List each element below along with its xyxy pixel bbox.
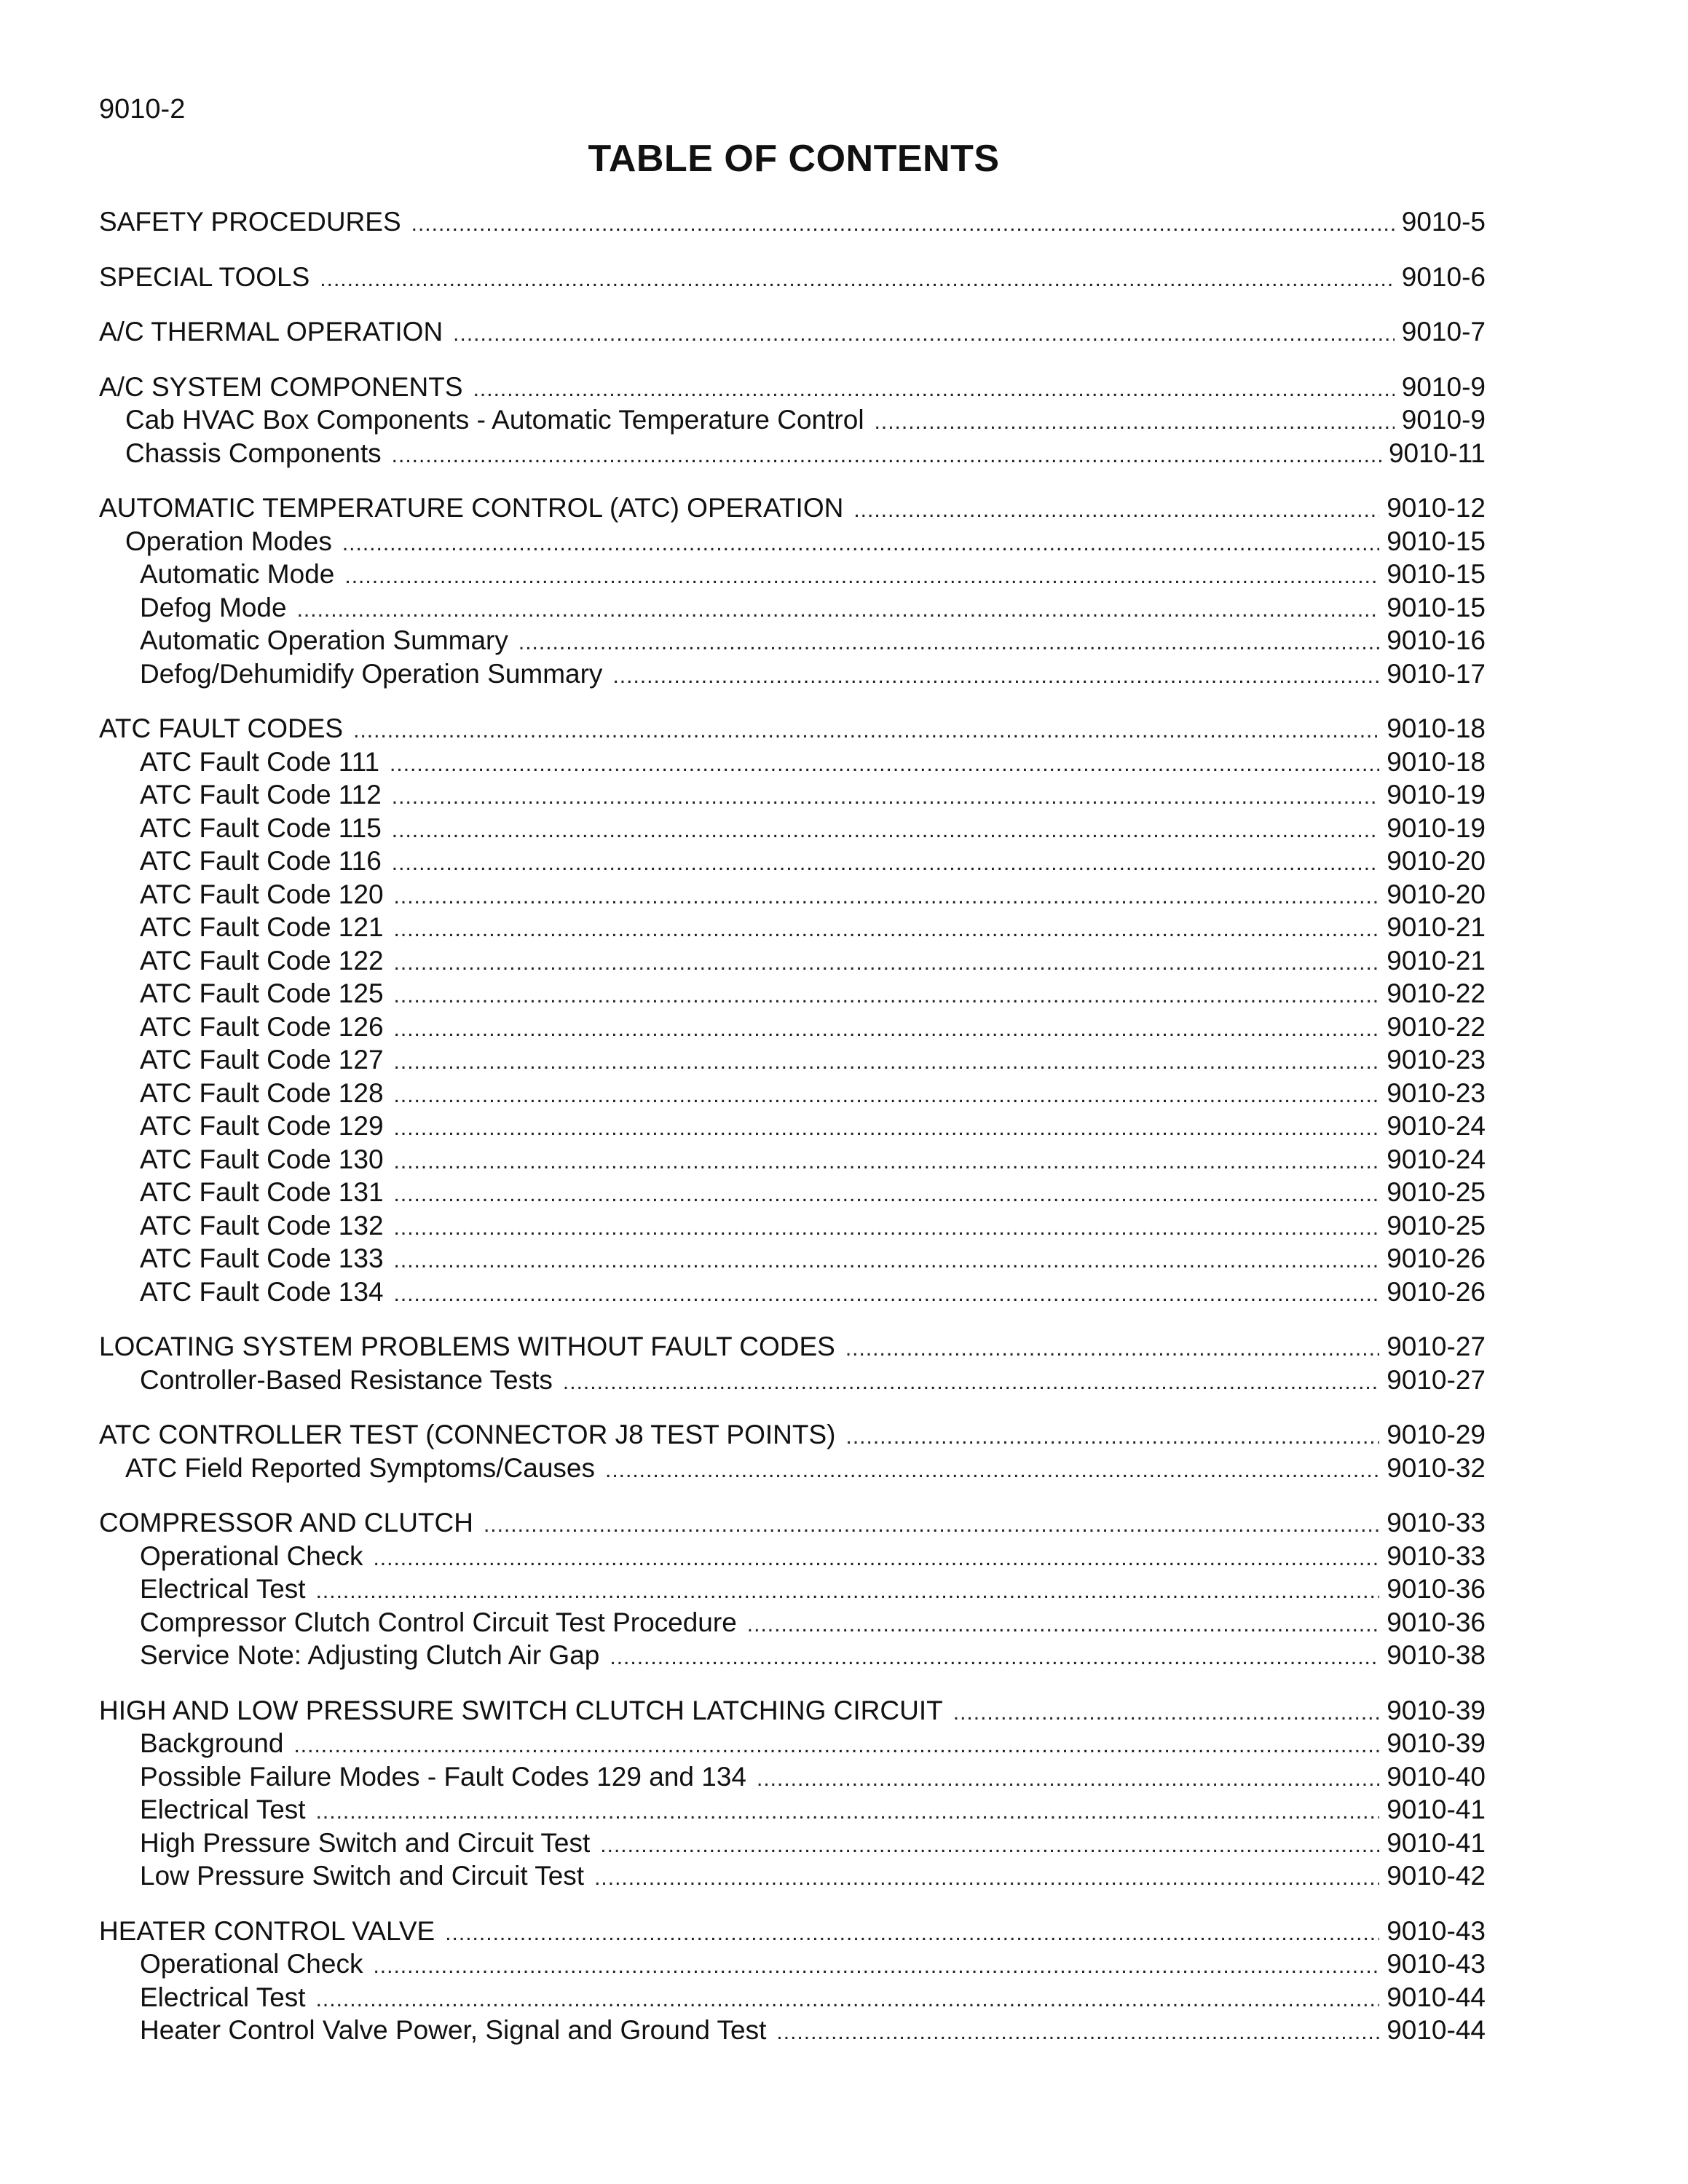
toc-entry[interactable] (99, 1109, 1486, 1143)
toc-entry[interactable] (99, 1209, 1486, 1243)
toc-entry-page: 9010-20 (1387, 846, 1486, 876)
toc-entry[interactable] (99, 1242, 1486, 1275)
toc-entry-label: Background (140, 1728, 284, 1758)
dot-leader (747, 1608, 1379, 1642)
dot-leader (600, 1829, 1379, 1862)
toc-entry-page: 9010-43 (1387, 1949, 1486, 1979)
toc-entry[interactable] (99, 205, 1486, 239)
toc-entry[interactable] (99, 1760, 1486, 1794)
toc-entry[interactable] (99, 1418, 1486, 1452)
dot-leader (453, 317, 1395, 351)
toc-entry-label: ATC Fault Code 112 (140, 780, 382, 810)
toc-entry-page: 9010-41 (1387, 1795, 1486, 1824)
toc-entry[interactable] (99, 261, 1486, 294)
toc-entry[interactable] (99, 491, 1486, 525)
toc-entry-label: Heater Control Valve Power, Signal and Ground Test (140, 2015, 767, 2045)
toc-entry-page: 9010-39 (1387, 1728, 1486, 1758)
dot-leader (373, 1950, 1379, 1983)
toc-entry-page: 9010-9 (1401, 371, 1486, 402)
dot-leader (320, 263, 1395, 296)
toc-entry-page: 9010-44 (1387, 1982, 1486, 2012)
toc-entry[interactable] (99, 1947, 1486, 1981)
toc-entry-page: 9010-33 (1387, 1508, 1486, 1538)
toc-entry-page: 9010-41 (1387, 1827, 1486, 1858)
toc-entry-page: 9010-36 (1387, 1607, 1486, 1637)
dot-leader (411, 207, 1395, 241)
toc-entry[interactable] (99, 1275, 1486, 1309)
toc-section (99, 371, 1486, 470)
toc-entry[interactable] (99, 1639, 1486, 1672)
toc-entry-page: 9010-29 (1387, 1420, 1486, 1449)
toc-entry-label: ATC Fault Code 130 (140, 1144, 384, 1174)
toc-entry-label: ATC Fault Code 127 (140, 1045, 384, 1075)
dot-leader (390, 748, 1379, 781)
toc-entry-label: AUTOMATIC TEMPERATURE CONTROL (ATC) OPERATION (99, 493, 844, 523)
toc-entry[interactable] (99, 403, 1486, 437)
dot-leader (293, 1729, 1379, 1762)
toc-entry[interactable] (99, 2014, 1486, 2047)
dot-leader (845, 1332, 1379, 1366)
dot-leader (394, 979, 1380, 1013)
toc-entry-page: 9010-23 (1387, 1077, 1486, 1108)
toc-entry-page: 9010-25 (1387, 1177, 1486, 1207)
toc-entry-label: Service Note: Adjusting Clutch Air Gap (140, 1640, 600, 1670)
toc-entry[interactable] (99, 1793, 1486, 1827)
toc-entry-label: SAFETY PROCEDURES (99, 207, 401, 237)
toc-entry-label: COMPRESSOR AND CLUTCH (99, 1508, 473, 1538)
toc-entry-page: 9010-39 (1387, 1695, 1486, 1725)
toc-entry-label: High Pressure Switch and Circuit Test (140, 1827, 591, 1858)
dot-leader (394, 880, 1380, 914)
toc-entry-page: 9010-25 (1387, 1210, 1486, 1241)
dot-leader (394, 1145, 1380, 1179)
toc-entry-page: 9010-23 (1387, 1045, 1486, 1075)
toc-section (99, 261, 1486, 294)
toc-entry-label: ATC Fault Code 121 (140, 912, 384, 942)
toc-entry-page: 9010-19 (1387, 780, 1486, 810)
toc-entry-page: 9010-15 (1387, 526, 1486, 556)
toc-entry-label: A/C SYSTEM COMPONENTS (99, 371, 463, 402)
toc-entry-page: 9010-33 (1387, 1540, 1486, 1571)
dot-leader (394, 1211, 1380, 1245)
toc-entry-label: Defog/Dehumidify Operation Summary (140, 658, 603, 689)
toc-entry-label: Possible Failure Modes - Fault Codes 129 and 134 (140, 1761, 746, 1792)
toc-entry[interactable] (99, 812, 1486, 845)
toc-entry-label: ATC FAULT CODES (99, 713, 344, 743)
toc-entry[interactable] (99, 911, 1486, 944)
toc-entry-label: ATC Fault Code 116 (140, 846, 382, 876)
toc-entry-label: Electrical Test (140, 1982, 306, 2012)
dot-leader (392, 780, 1379, 814)
toc-entry[interactable] (99, 591, 1486, 625)
toc-entry-page: 9010-27 (1387, 1332, 1486, 1361)
toc-entry[interactable] (99, 1452, 1486, 1485)
toc-entry[interactable] (99, 1827, 1486, 1860)
dot-leader (484, 1508, 1379, 1542)
toc-entry-label: ATC Fault Code 128 (140, 1077, 384, 1108)
toc-entry-label: A/C THERMAL OPERATION (99, 317, 443, 347)
toc-entry-label: ATC Fault Code 134 (140, 1276, 384, 1307)
toc-entry-page: 9010-18 (1387, 746, 1486, 777)
toc-entry-page: 9010-11 (1388, 438, 1486, 468)
toc-entry[interactable] (99, 558, 1486, 591)
toc-entry-page: 9010-26 (1387, 1243, 1486, 1273)
toc-entry-label: Automatic Operation Summary (140, 625, 508, 655)
dot-leader (394, 1045, 1380, 1079)
toc-entry-label: ATC Fault Code 126 (140, 1011, 384, 1042)
dot-leader (394, 946, 1380, 980)
toc-entry[interactable] (99, 315, 1486, 349)
dot-leader (373, 1542, 1379, 1575)
dot-leader (342, 527, 1379, 561)
dot-leader (344, 560, 1379, 593)
toc-entry-label: SPECIAL TOOLS (99, 261, 310, 292)
dot-leader (392, 814, 1379, 847)
toc-entry[interactable] (99, 1540, 1486, 1573)
toc-entry-page: 9010-15 (1387, 559, 1486, 589)
page-number: 9010-2 (99, 94, 186, 124)
dot-leader (297, 593, 1380, 627)
dot-leader (610, 1641, 1379, 1674)
toc-entry[interactable] (99, 1010, 1486, 1044)
toc-entry-label: ATC Fault Code 122 (140, 945, 384, 976)
toc-entry[interactable] (99, 1606, 1486, 1639)
dot-leader (394, 1278, 1380, 1311)
dot-leader (316, 1795, 1380, 1829)
toc-entry-page: 9010-42 (1387, 1861, 1486, 1891)
toc-entry-page: 9010-7 (1401, 317, 1486, 347)
dot-leader (394, 1244, 1380, 1278)
page-title: TABLE OF CONTENTS (588, 138, 1000, 180)
toc-entry-page: 9010-22 (1387, 978, 1486, 1008)
toc-entry-label: HIGH AND LOW PRESSURE SWITCH CLUTCH LATCHING CIRCUIT (99, 1695, 943, 1725)
toc-entry-label: ATC Fault Code 111 (140, 746, 380, 777)
toc-entry-label: Electrical Test (140, 1574, 306, 1604)
toc-entry-page: 9010-6 (1401, 261, 1486, 292)
toc-entry-label: LOCATING SYSTEM PROBLEMS WITHOUT FAULT CODES (99, 1332, 835, 1361)
toc-entry-label: Operation Modes (125, 526, 332, 556)
toc-entry-page: 9010-36 (1387, 1574, 1486, 1604)
toc-entry-label: Low Pressure Switch and Circuit Test (140, 1861, 585, 1891)
toc-entry-label: Controller-Based Resistance Tests (140, 1364, 553, 1395)
dot-leader (776, 2016, 1379, 2049)
dot-leader (316, 1575, 1380, 1608)
toc-entry-label: ATC Field Reported Symptoms/Causes (125, 1452, 595, 1483)
toc-section (99, 1694, 1486, 1893)
dot-leader (394, 1013, 1380, 1046)
toc-entry[interactable] (99, 878, 1486, 911)
toc-section (99, 491, 1486, 690)
toc-entry-page: 9010-16 (1387, 625, 1486, 655)
toc-entry[interactable] (99, 371, 1486, 404)
toc-section (99, 712, 1486, 1308)
dot-leader (518, 626, 1379, 660)
toc-entry-label: Compressor Clutch Control Circuit Test Procedure (140, 1607, 737, 1637)
toc-entry-page: 9010-20 (1387, 879, 1486, 909)
dot-leader (392, 847, 1379, 880)
toc-entry[interactable] (99, 1727, 1486, 1760)
toc-entry[interactable] (99, 1915, 1486, 1948)
toc-entry[interactable] (99, 657, 1486, 691)
toc-entry-label: Cab HVAC Box Components - Automatic Temperature Control (125, 405, 864, 435)
dot-leader (605, 1454, 1379, 1487)
toc-entry[interactable] (99, 1981, 1486, 2014)
toc-entry[interactable] (99, 1506, 1486, 1540)
dot-leader (316, 1983, 1380, 2017)
toc-entry-page: 9010-24 (1387, 1144, 1486, 1174)
dot-leader (612, 660, 1379, 693)
dot-leader (394, 913, 1380, 946)
dot-leader (845, 1420, 1379, 1454)
toc-entry[interactable] (99, 778, 1486, 812)
toc-entry-page: 9010-26 (1387, 1276, 1486, 1307)
toc-entry[interactable] (99, 977, 1486, 1010)
dot-leader (394, 1112, 1380, 1145)
toc-entry[interactable] (99, 844, 1486, 878)
dot-leader (392, 439, 1381, 472)
dot-leader (853, 494, 1379, 527)
toc-section (99, 205, 1486, 239)
toc-section (99, 315, 1486, 349)
toc-entry-label: ATC Fault Code 129 (140, 1111, 384, 1141)
toc-entry[interactable] (99, 944, 1486, 978)
toc-entry-page: 9010-18 (1387, 713, 1486, 743)
toc-entry-label: Defog Mode (140, 592, 287, 622)
dot-leader (757, 1762, 1379, 1796)
dot-leader (953, 1696, 1379, 1730)
toc-entry-page: 9010-43 (1387, 1915, 1486, 1946)
toc-entry[interactable] (99, 624, 1486, 657)
toc-entry-page: 9010-44 (1387, 2015, 1486, 2045)
toc-entry-label: ATC Fault Code 120 (140, 879, 384, 909)
toc-entry[interactable] (99, 1077, 1486, 1110)
toc-section (99, 1330, 1486, 1396)
toc-section (99, 1418, 1486, 1484)
dot-leader (473, 373, 1395, 406)
toc-entry-label: ATC Fault Code 115 (140, 812, 382, 843)
toc-entry-page: 9010-9 (1401, 405, 1486, 435)
toc-entry-label: Electrical Test (140, 1795, 306, 1824)
toc-entry-page: 9010-22 (1387, 1011, 1486, 1042)
dot-leader (394, 1079, 1380, 1112)
toc-entry-page: 9010-21 (1387, 945, 1486, 976)
toc-entry[interactable] (99, 525, 1486, 558)
toc-entry-label: ATC Fault Code 125 (140, 978, 384, 1008)
toc-entry-page: 9010-5 (1401, 207, 1486, 237)
toc-entry-page: 9010-32 (1387, 1452, 1486, 1483)
toc-entry-label: ATC CONTROLLER TEST (CONNECTOR J8 TEST POINTS) (99, 1420, 836, 1449)
toc-entry-page: 9010-12 (1387, 493, 1486, 523)
toc-entry[interactable] (99, 1694, 1486, 1728)
toc-entry-label: ATC Fault Code 132 (140, 1210, 384, 1241)
toc-entry-label: Chassis Components (125, 438, 382, 468)
toc-entry-label: HEATER CONTROL VALVE (99, 1915, 435, 1946)
toc-entry-page: 9010-21 (1387, 912, 1486, 942)
toc-entry[interactable] (99, 1572, 1486, 1606)
toc-entry-label: ATC Fault Code 131 (140, 1177, 384, 1207)
dot-leader (563, 1366, 1379, 1399)
toc-entry[interactable] (99, 1364, 1486, 1397)
toc-entry[interactable] (99, 1043, 1486, 1077)
dot-leader (875, 405, 1395, 439)
dot-leader (594, 1861, 1379, 1895)
toc-entry-label: ATC Fault Code 133 (140, 1243, 384, 1273)
dot-leader (445, 1917, 1379, 1950)
toc-entry-page: 9010-15 (1387, 592, 1486, 622)
table-of-contents (99, 205, 1486, 2069)
toc-entry[interactable] (99, 1330, 1486, 1364)
dot-leader (394, 1178, 1380, 1211)
toc-section (99, 1915, 1486, 2047)
toc-entry-page: 9010-38 (1387, 1640, 1486, 1670)
toc-entry[interactable] (99, 1176, 1486, 1209)
toc-entry-page: 9010-27 (1387, 1364, 1486, 1395)
toc-entry[interactable] (99, 745, 1486, 779)
toc-entry-page: 9010-17 (1387, 658, 1486, 689)
toc-entry[interactable] (99, 1143, 1486, 1176)
toc-entry[interactable] (99, 1859, 1486, 1893)
toc-entry[interactable] (99, 437, 1486, 470)
toc-section (99, 1506, 1486, 1672)
toc-entry-page: 9010-24 (1387, 1111, 1486, 1141)
toc-entry-label: Operational Check (140, 1540, 363, 1571)
toc-entry-label: Automatic Mode (140, 559, 335, 589)
toc-entry-page: 9010-40 (1387, 1761, 1486, 1792)
toc-entry-label: Operational Check (140, 1949, 363, 1979)
toc-entry-page: 9010-19 (1387, 812, 1486, 843)
dot-leader (353, 714, 1379, 748)
toc-entry[interactable] (99, 712, 1486, 745)
